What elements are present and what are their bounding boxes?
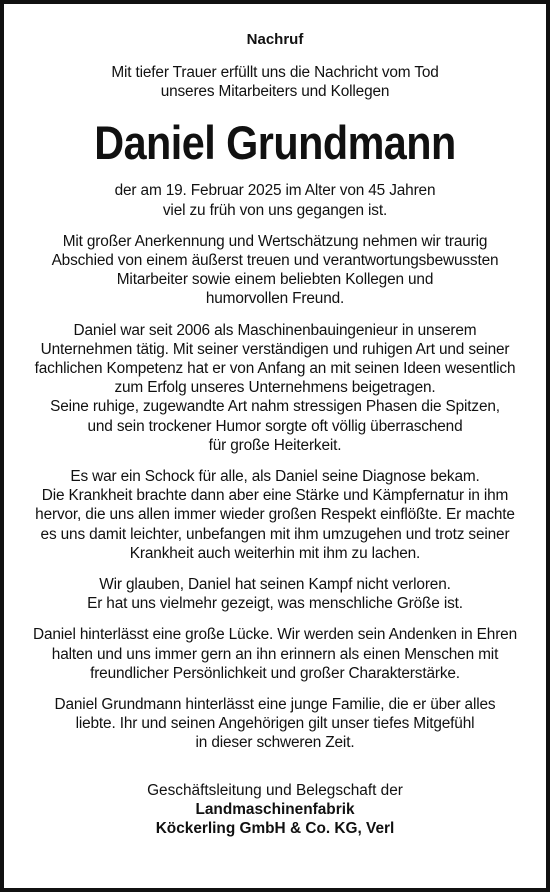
text-line: es uns damit leichter, unbefangen mit ihm umzugehen und trotz seiner <box>40 525 510 543</box>
intro-line: Mit tiefer Trauer erfüllt uns die Nachricht vom Tod <box>111 64 439 81</box>
text-line: Unternehmen tätig. Mit seiner verständigen und ruhigen Art und seiner <box>40 340 510 358</box>
text-line: Seine ruhige, zugewandte Art nahm stressigen Phasen die Spitzen, <box>50 398 500 416</box>
paragraph-farewell <box>22 232 528 309</box>
text-line: Wir glauben, Daniel hat seinen Kampf nicht verloren. <box>99 576 451 594</box>
company-name-line2: Köckerling GmbH & Co. KG, Verl <box>155 819 395 837</box>
company-name-line1: Landmaschinenfabrik <box>195 800 355 818</box>
text-line: Daniel war seit 2006 als Maschinenbauingenieur in unserem <box>73 321 477 339</box>
text-line: humorvollen Freund. <box>205 290 345 308</box>
text-line: fachlichen Kompetenz hat er von Anfang an mit seinen Ideen wesentlich <box>34 360 516 378</box>
text-line: Mitarbeiter sowie einem beliebten Kollegen und <box>116 271 434 289</box>
paragraph-death-date <box>22 181 528 219</box>
text-line: Daniel Grundmann hinterlässt eine junge Familie, die er über alles <box>54 696 496 714</box>
paragraph-family <box>22 695 528 753</box>
text-line: Es war ein Schock für alle, als Daniel seine Diagnose bekam. <box>70 468 480 486</box>
intro-text <box>22 63 528 101</box>
text-line: halten und uns immer gern an ihn erinnern als einen Menschen mit <box>51 645 499 663</box>
paragraph-struggle <box>22 575 528 613</box>
paragraph-memory <box>22 625 528 683</box>
text-line: liebte. Ihr und seinen Angehörigen gilt unser tiefes Mitgefühl <box>75 715 475 733</box>
text-line: viel zu früh von uns gegangen ist. <box>162 201 388 219</box>
text-line: in dieser schweren Zeit. <box>195 734 355 752</box>
text-line: Die Krankheit brachte dann aber eine Stärke und Kämpfernatur in ihm <box>41 487 509 505</box>
notice-heading: Nachruf <box>246 31 304 48</box>
text-line: Krankheit auch weiterhin mit ihm zu lachen. <box>129 544 421 562</box>
text-line: für große Heiterkeit. <box>208 436 342 454</box>
text-line: hervor, die uns allen immer wieder großen Respekt einflößte. Er machte <box>35 506 515 524</box>
paragraph-illness <box>22 467 528 563</box>
intro-line: unseres Mitarbeiters und Kollegen <box>160 83 390 101</box>
text-line: freundlicher Persönlichkeit und großer Charakterstärke. <box>90 664 460 682</box>
text-line: Abschied von einem äußerst treuen und verantwortungsbewussten <box>51 252 499 270</box>
paragraph-career <box>22 321 528 455</box>
closing-intro: Geschäftsleitung und Belegschaft der <box>147 781 403 799</box>
deceased-name: Daniel Grundmann <box>94 116 456 170</box>
text-line: Mit großer Anerkennung und Wertschätzung nehmen wir traurig <box>62 232 488 250</box>
text-line: zum Erfolg unseres Unternehmens beigetragen. <box>114 379 436 397</box>
text-line: und sein trockener Humor sorgte oft völlig überraschend <box>87 417 463 435</box>
text-line: der am 19. Februar 2025 im Alter von 45 Jahren <box>114 182 436 200</box>
text-line: Er hat uns vielmehr gezeigt, was menschliche Größe ist. <box>87 595 463 613</box>
text-line: Daniel hinterlässt eine große Lücke. Wir werden sein Andenken in Ehren <box>33 626 517 644</box>
